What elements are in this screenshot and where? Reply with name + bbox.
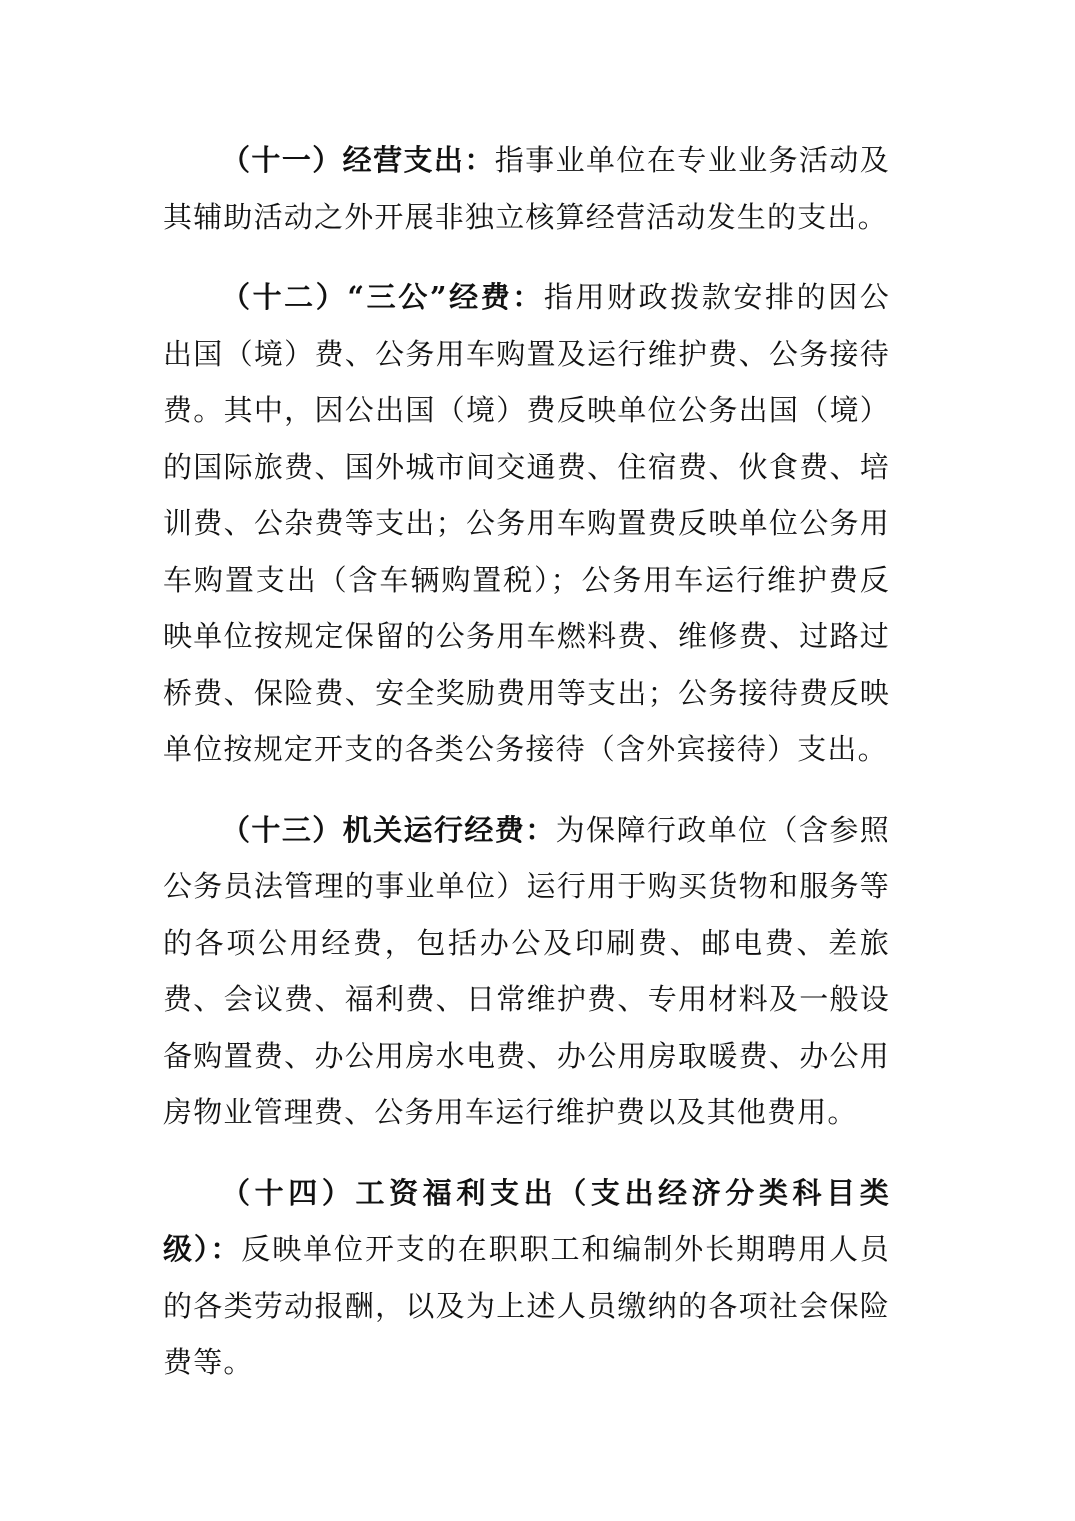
paragraph-three-public-expenses <box>163 269 890 778</box>
definition-agency-operating-funds: 为保障行政单位（含参照公务员法管理的事业单位）运行用于购买货物和服务等的各项公用经费，包括办公及印刷费、邮电费、差旅费、会议费、福利费、日常维护费、专用材料及一般设备购置费、办公用房水电费、办公用房取暖费、办公用房物业管理费、公务用车运行维护费以及其他费用。 <box>163 812 890 1129</box>
term-wage-welfare-expenses: （十四）工资福利支出（支出经济分类科目类级）： <box>163 1175 890 1266</box>
definition-wage-welfare-expenses: 反映单位开支的在职职工和编制外长期聘用人员的各类劳动报酬，以及为上述人员缴纳的各项社会保险费等。 <box>163 1232 890 1379</box>
definition-operating-expenses: 指事业单位在专业业务活动及其辅助活动之外开展非独立核算经营活动发生的支出。 <box>163 143 890 234</box>
paragraph-wage-welfare-expenses <box>163 1165 890 1391</box>
term-agency-operating-funds: （十三）机关运行经费： <box>221 812 556 847</box>
paragraph-agency-operating-funds <box>163 802 890 1141</box>
paragraph-operating-expenses <box>163 132 890 245</box>
term-operating-expenses: （十一）经营支出： <box>221 143 495 177</box>
document-body <box>163 132 890 1415</box>
term-three-public-expenses: （十二）“三公”经费： <box>221 280 544 314</box>
definition-three-public-expenses: 指用财政拨款安排的因公出国（境）费、公务用车购置及运行维护费、公务接待费。其中，因公出国（境）费反映单位公务出国（境）的国际旅费、国外城市间交通费、住宿费、伙食费、培训费、公杂费等支出；公务用车购置费反映单位公务用车购置支出（含车辆购置税）；公务用车运行维护费反映单位按规定保留的公务用车燃料费、维修费、过路过桥费、保险费、安全奖励费用等支出；公务接待费反映单位按规定开支的各类公务接待（含外宾接待）支出。 <box>163 280 890 766</box>
